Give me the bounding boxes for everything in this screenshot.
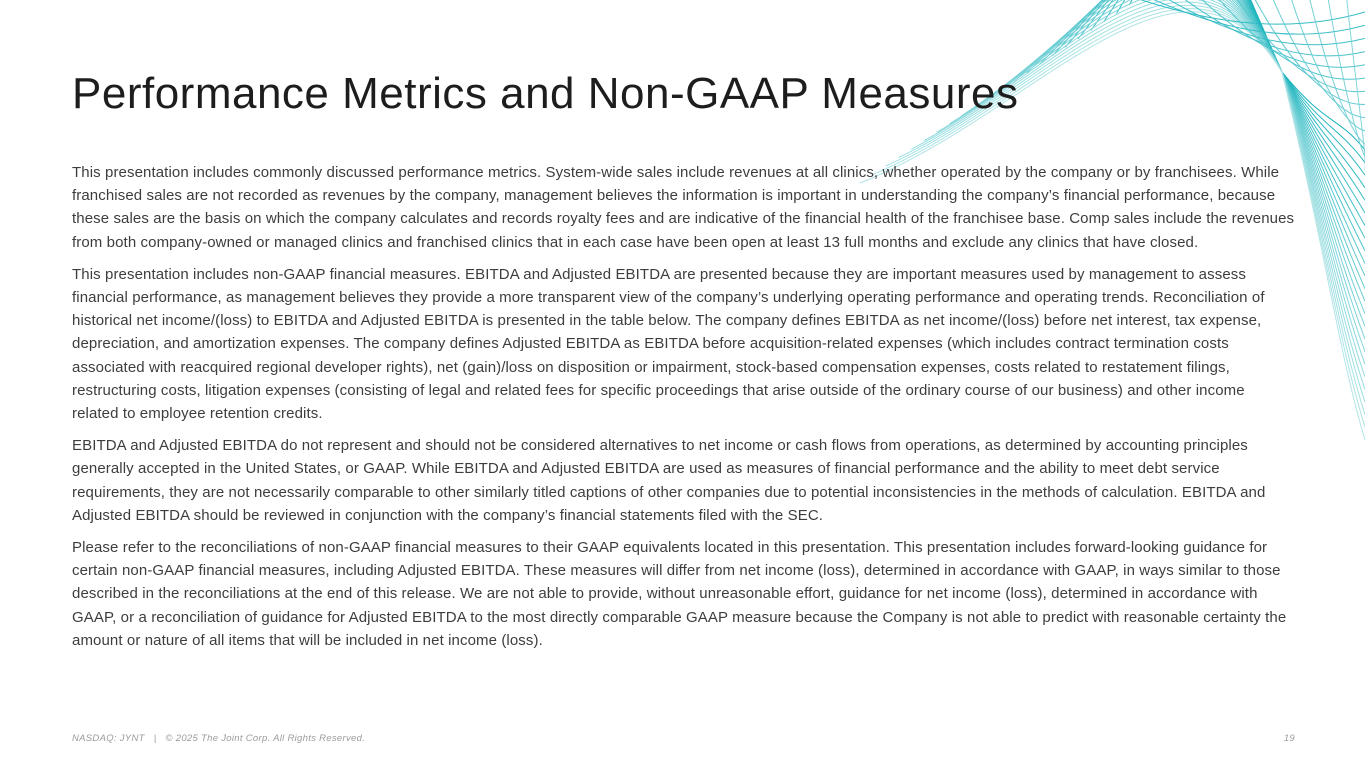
paragraph-performance-metrics: This presentation includes commonly discussed performance metrics. System-wide sales include revenues at all clinics, whether operated by the company or by franchisees. While franchised sales are not recorded as revenues by the company, management believes the information is important in understanding the company’s financial performance, because these sales are the basis on which the company calculates and records royalty fees and are indicative of the financial health of the franchisee base. Comp sales include the revenues from both company-owned or managed clinics and franchised clinics that in each case have been open at least 13 full months and exclude any clinics that have closed. (72, 164, 1295, 251)
footer-left (72, 733, 365, 744)
ticker-label: NASDAQ: JYNT (72, 733, 145, 744)
paragraph-non-gaap-definitions: This presentation includes non-GAAP financial measures. EBITDA and Adjusted EBITDA are presented because they are important measures used by management to assess financial performance, as management believes they provide a more transparent view of the company’s underlying operating performance and operating trends. Reconciliation of historical net income/(loss) to EBITDA and Adjusted EBITDA is presented in the table below. The company defines EBITDA as net income/(loss) before net interest, tax expense, depreciation, and amortization expenses. The company defines Adjusted EBITDA as EBITDA before acquisition-related expenses (which includes contract termination costs associated with reacquired regional developer rights), net (gain)/loss on disposition or impairment, stock-based compensation expenses, costs related to restatement filings, restructuring costs, litigation expenses (consisting of legal and related fees for specific proceedings that arise outside of the ordinary course of our business) and other income related to employee retention credits. (72, 265, 1265, 423)
paragraph-reconciliations-guidance: Please refer to the reconciliations of non-GAAP financial measures to their GAAP equivalents located in this presentation. This presentation includes forward-looking guidance for certain non-GAAP financial measures, including Adjusted EBITDA. These measures will differ from net income (loss), determined in accordance with GAAP, in ways similar to those described in the reconciliations at the end of this release. We are not able to provide, without unreasonable effort, guidance for net income (loss), determined in accordance with GAAP, or a reconciliation of guidance for Adjusted EBITDA to the most directly comparable GAAP measure because the Company is not able to predict with reasonable certainty the amount or nature of all items that will be included in net income (loss). (72, 539, 1287, 649)
slide-footer (72, 733, 1295, 744)
page-title: Performance Metrics and Non-GAAP Measures (72, 69, 1019, 118)
page-number: 19 (1283, 733, 1295, 744)
paragraph-ebitda-limitations: EBITDA and Adjusted EBITDA do not represent and should not be considered alternatives to net income or cash flows from operations, as determined by accounting principles generally accepted in the United States, or GAAP. While EBITDA and Adjusted EBITDA are used as measures of financial performance and the ability to meet debt service requirements, they are not necessarily comparable to other similarly titled captions of other companies due to potential inconsistencies in the methods of calculation. EBITDA and Adjusted EBITDA should be reviewed in conjunction with the company’s financial statements filed with the SEC. (72, 437, 1266, 524)
footer-separator: | (153, 733, 157, 744)
copyright-label: © 2025 The Joint Corp. All Rights Reserved. (165, 733, 366, 744)
